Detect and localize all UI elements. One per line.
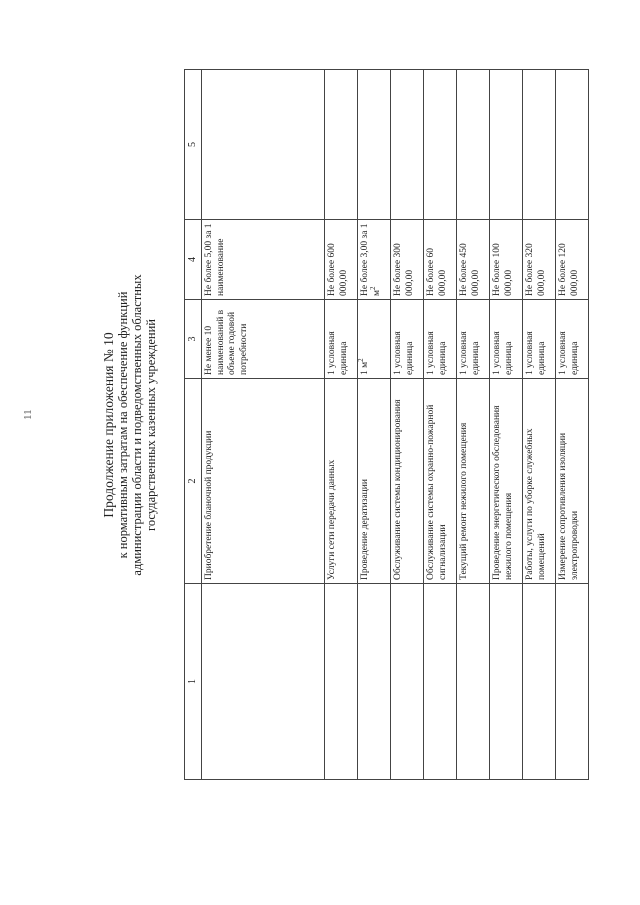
table-row: [523, 70, 556, 780]
cell-name: Услуги сети передачи данных: [325, 379, 358, 584]
cell-price: Не более 5,00 за 1 наименование: [202, 220, 325, 300]
cell-col-5: [202, 70, 325, 220]
superscript: 2: [356, 358, 365, 362]
table-row: [391, 70, 424, 780]
cell-col-1: [523, 584, 556, 780]
table-row: [202, 70, 325, 780]
cell-quantity: 1 условная единица: [457, 300, 490, 379]
cell-price: Не более 100 000,00: [490, 220, 523, 300]
cell-col-5: [556, 70, 589, 220]
cell-quantity: 1 условная единица: [424, 300, 457, 379]
cell-name: Работы, услуги по уборке служебных помещений: [523, 379, 556, 584]
cell-quantity: 1 условная единица: [523, 300, 556, 379]
header-col-4: 4: [185, 220, 202, 300]
page-number: 11: [22, 409, 34, 420]
table-row: [457, 70, 490, 780]
cell-col-5: [490, 70, 523, 220]
table-row: [424, 70, 457, 780]
cell-col-1: [358, 584, 391, 780]
table-header-row: [185, 70, 202, 780]
cell-name: Приобретение бланочной продукции: [202, 379, 325, 584]
cell-col-5: [325, 70, 358, 220]
cell-col-1: [325, 584, 358, 780]
heading-line-1: Продолжение приложения № 10: [101, 332, 116, 518]
header-col-3: 3: [185, 300, 202, 379]
header-col-1: 1: [185, 584, 202, 780]
cell-name: Обслуживание системы кондиционирования: [391, 379, 424, 584]
cell-name: Проведение энергетического обследования нежилого помещения: [490, 379, 523, 584]
cell-price-text: Не более 3,00 за 1 м: [360, 223, 382, 296]
cell-col-1: [202, 584, 325, 780]
cell-name: Текущий ремонт нежилого помещения: [457, 379, 490, 584]
cell-quantity: 1 условная единица: [556, 300, 589, 379]
cell-name: Проведение дератизации: [358, 379, 391, 584]
cell-col-1: [424, 584, 457, 780]
heading-line-4: государственных казенных учреждений: [144, 319, 158, 531]
table-row: [358, 70, 391, 780]
document-heading: [100, 70, 184, 780]
cell-quantity: [358, 300, 391, 379]
cell-price: Не более 600 000,00: [325, 220, 358, 300]
table-row: [325, 70, 358, 780]
cell-col-5: [391, 70, 424, 220]
cell-name: Измерение сопротивления изоляции электропроводки: [556, 379, 589, 584]
cell-quantity: 1 условная единица: [391, 300, 424, 379]
cell-quantity-text: 1 м: [360, 361, 370, 375]
cell-col-5: [457, 70, 490, 220]
table-row: [490, 70, 523, 780]
cell-col-1: [391, 584, 424, 780]
cell-col-1: [556, 584, 589, 780]
cell-name: Обслуживание системы охранно-пожарной сигнализации: [424, 379, 457, 584]
cell-col-1: [490, 584, 523, 780]
header-col-5: 5: [185, 70, 202, 220]
cell-price: [358, 220, 391, 300]
cell-price: Не более 60 000,00: [424, 220, 457, 300]
cell-price: Не более 120 000,00: [556, 220, 589, 300]
table-row: [556, 70, 589, 780]
heading-line-2: к нормативным затратам на обеспечение функций: [116, 291, 130, 559]
cell-quantity: Не менее 10 наименований в объеме годовой потребности: [202, 300, 325, 379]
cell-col-5: [358, 70, 391, 220]
cell-price: Не более 450 000,00: [457, 220, 490, 300]
norms-table: [184, 69, 589, 780]
cell-col-5: [424, 70, 457, 220]
cell-quantity: 1 условная единица: [325, 300, 358, 379]
rotated-page-content: [100, 70, 580, 780]
header-col-2: 2: [185, 379, 202, 584]
superscript: 2: [368, 286, 377, 290]
cell-price: Не более 320 000,00: [523, 220, 556, 300]
cell-price: Не более 300 000,00: [391, 220, 424, 300]
cell-col-5: [523, 70, 556, 220]
cell-quantity: 1 условная единица: [490, 300, 523, 379]
heading-line-3: администрации области и подведомственных областных: [130, 274, 144, 576]
cell-col-1: [457, 584, 490, 780]
